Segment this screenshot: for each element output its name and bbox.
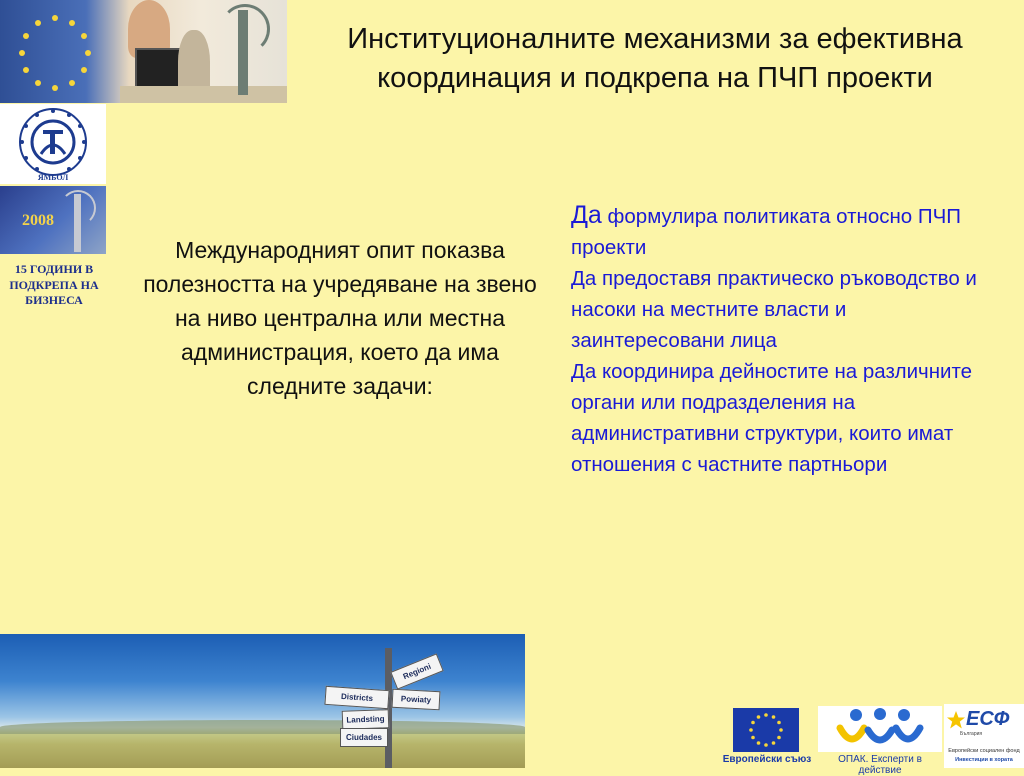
sign-powiaty: Powiaty bbox=[392, 689, 441, 710]
eu-label: Европейски съюз bbox=[722, 754, 812, 765]
eu-flag-logo bbox=[733, 708, 799, 752]
sign-regioni: Regioni bbox=[390, 653, 443, 689]
sign-districts: Districts bbox=[324, 686, 389, 709]
opak-figures-icon bbox=[818, 706, 942, 752]
badge-year: 2008 bbox=[22, 212, 54, 229]
tasks-list bbox=[571, 200, 991, 480]
anniversary-caption: 15 ГОДИНИ В ПОДКРЕПА НА БИЗНЕСА bbox=[9, 262, 99, 307]
list-item: Да координира дейностите на различните органи или подразделения на административни структури, които имат отношения с частните партньори bbox=[571, 360, 973, 476]
esf-logo-text: ЕСФ bbox=[966, 708, 1010, 730]
slide-title: Институционалните механизми за ефективна координация и подкрепа на ПЧП проекти bbox=[347, 23, 963, 94]
computer-monitor bbox=[135, 48, 181, 90]
landscape-signpost-image bbox=[0, 634, 525, 768]
list-item-lead: Да bbox=[571, 201, 602, 229]
opak-label: ОПАК. Експерти в действие bbox=[838, 754, 922, 776]
list-item: Да предоставя практическо ръководство и насоки на местните власти и заинтересовани лица bbox=[571, 267, 977, 352]
emblem-label: ЯМБОЛ bbox=[37, 173, 69, 182]
sign-landsting: Landsting bbox=[342, 709, 390, 730]
desk bbox=[120, 86, 287, 103]
statue-figure bbox=[238, 10, 248, 95]
opak-logo bbox=[818, 706, 942, 752]
statue-figure bbox=[74, 194, 81, 252]
list-item-text: формулира политиката относно ПЧП проекти bbox=[571, 205, 962, 259]
yambol-emblem bbox=[0, 104, 106, 184]
list-item bbox=[571, 200, 991, 263]
eu-stars-icon bbox=[746, 710, 786, 750]
anniversary-badge bbox=[0, 186, 106, 254]
header-collage-image bbox=[0, 0, 287, 103]
emblem-icon bbox=[3, 106, 103, 182]
esf-slogan: Инвестиции в хората bbox=[955, 757, 1013, 763]
hills bbox=[0, 720, 525, 734]
esf-star-icon bbox=[946, 710, 966, 730]
eu-stars-icon bbox=[10, 8, 100, 98]
sign-ciudades: Ciudades bbox=[340, 728, 388, 747]
esf-country: България bbox=[960, 731, 983, 737]
esf-label: Европейски социален фонд bbox=[948, 748, 1020, 754]
intro-paragraph: Международният опит показва полезността на учредяване на звено на ниво централна или местна администрация, което да има следните задачи: bbox=[143, 237, 537, 399]
